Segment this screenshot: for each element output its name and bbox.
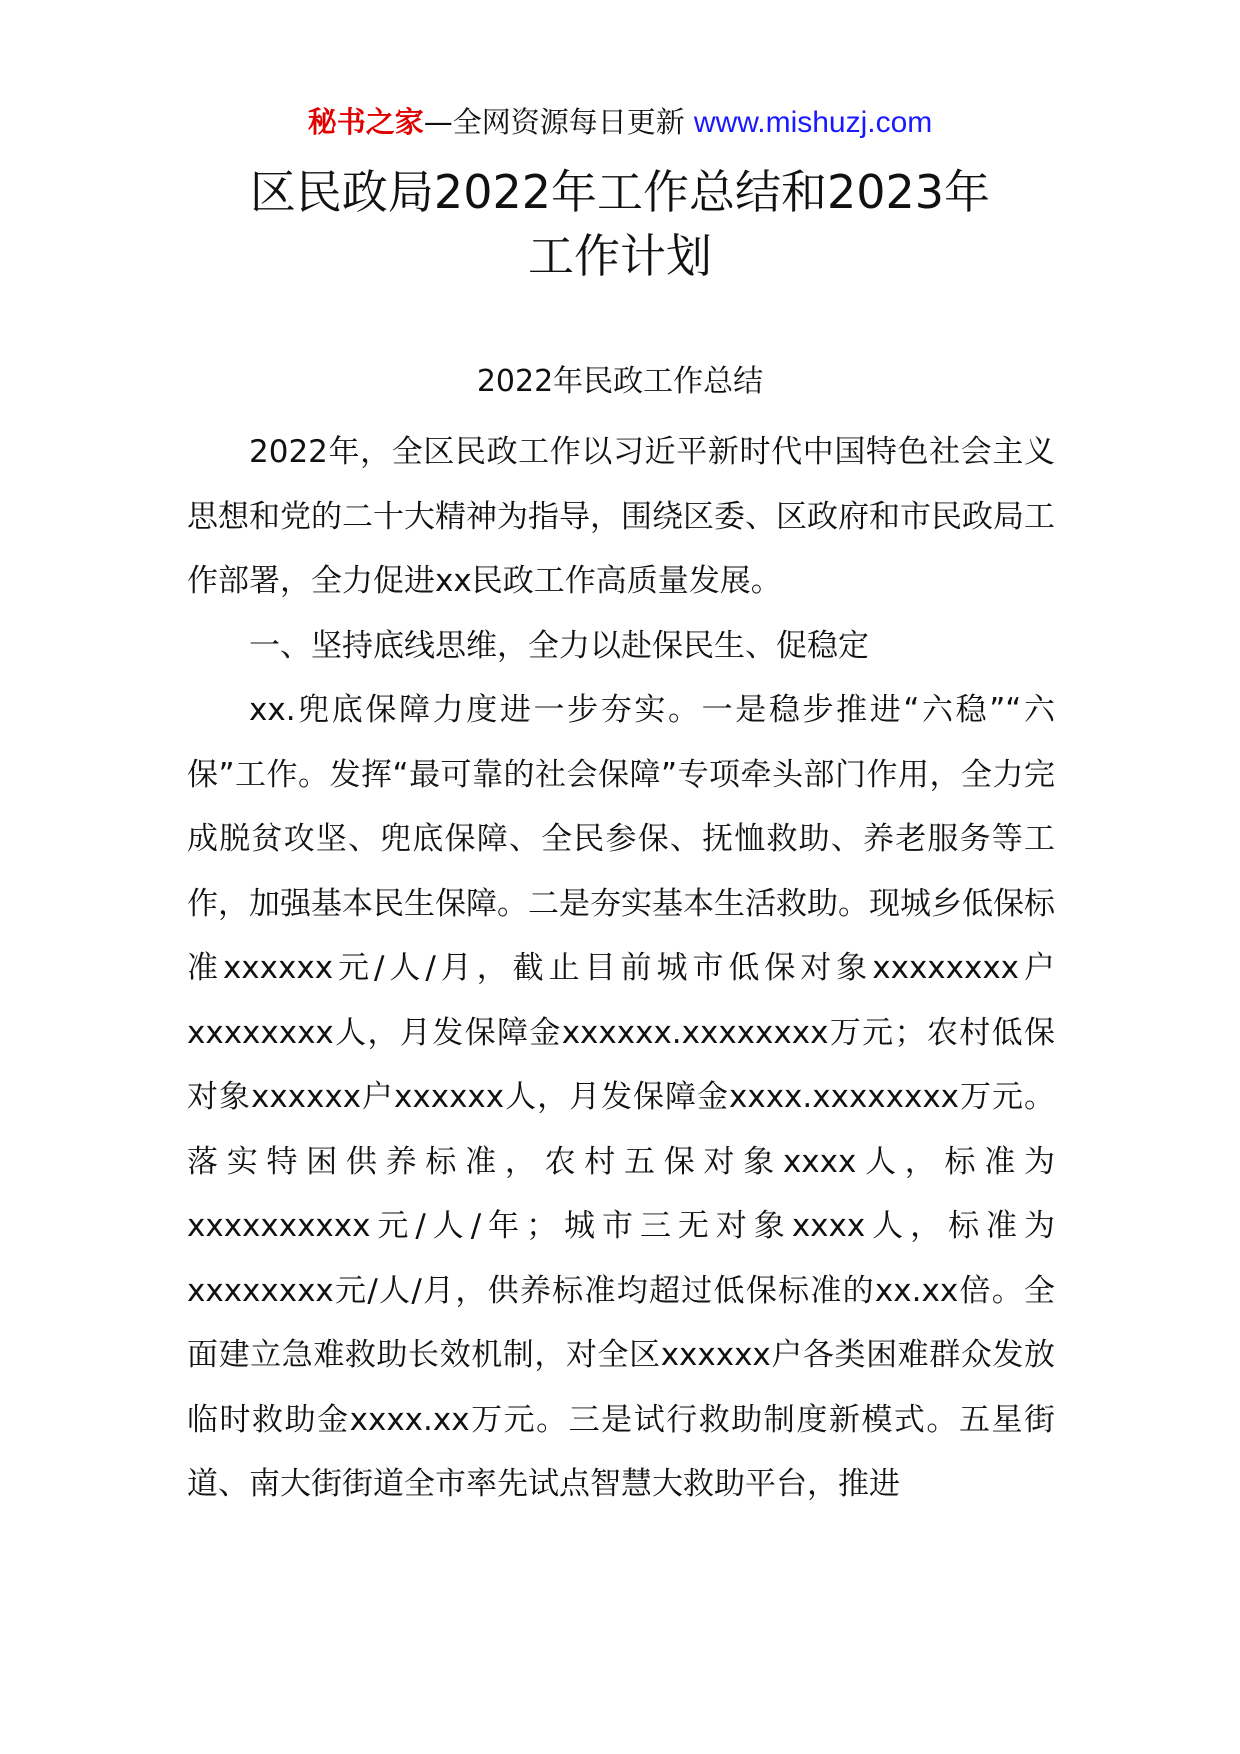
- heading-section-one: 一、坚持底线思维，全力以赴保民生、促稳定: [249, 627, 869, 664]
- document-title-line-2: 工作计划: [528, 229, 712, 283]
- section-title: 2022年民政工作总结: [476, 364, 764, 399]
- header-tagline: —全网资源每日更新: [423, 105, 694, 139]
- document-body: [187, 420, 1055, 1517]
- brand-name: 秘书之家: [307, 105, 424, 139]
- site-url-link[interactable]: www.mishuzj.com: [693, 106, 933, 139]
- document-title-line-1: 区民政局2022年工作总结和2023年: [249, 165, 991, 219]
- watermark-header: [0, 102, 1240, 143]
- paragraph-intro: 2022年，全区民政工作以习近平新时代中国特色社会主义思想和党的二十大精神为指导，围绕区委、区政府和市民政局工作部署，全力促进xx民政工作高质量发展。: [187, 434, 1055, 599]
- paragraph-safety-net: xx.兜底保障力度进一步夯实。一是稳步推进“六稳”“六保”工作。发挥“最可靠的社会保障”专项牵头部门作用，全力完成脱贫攻坚、兜底保障、全民参保、抚恤救助、养老服务等工作，加强基本民生保障。二是夯实基本生活救助。现城乡低保标准xxxxxx元/人/月，截止目前城市低保对象xxxxxxxx户xxxxxxxx人，月发保障金xxxxxx.xxxxxxxx万元；农村低保对象xxxxxx户xxxxxx人，月发保障金xxxx.xxxxxxxx万元。落实特困供养标准，农村五保对象xxxx人，标准为xxxxxxxxxx元/人/年；城市三无对象xxxx人，标准为xxxxxxxx元/人/月，供养标准均超过低保标准的xx.xx倍。全面建立急难救助长效机制，对全区xxxxxx户各类困难群众发放临时救助金xxxx.xx万元。三是试行救助制度新模式。五星街道、南大街街道全市率先试点智慧大救助平台，推进: [187, 692, 1055, 1502]
- document-title: [0, 160, 1240, 288]
